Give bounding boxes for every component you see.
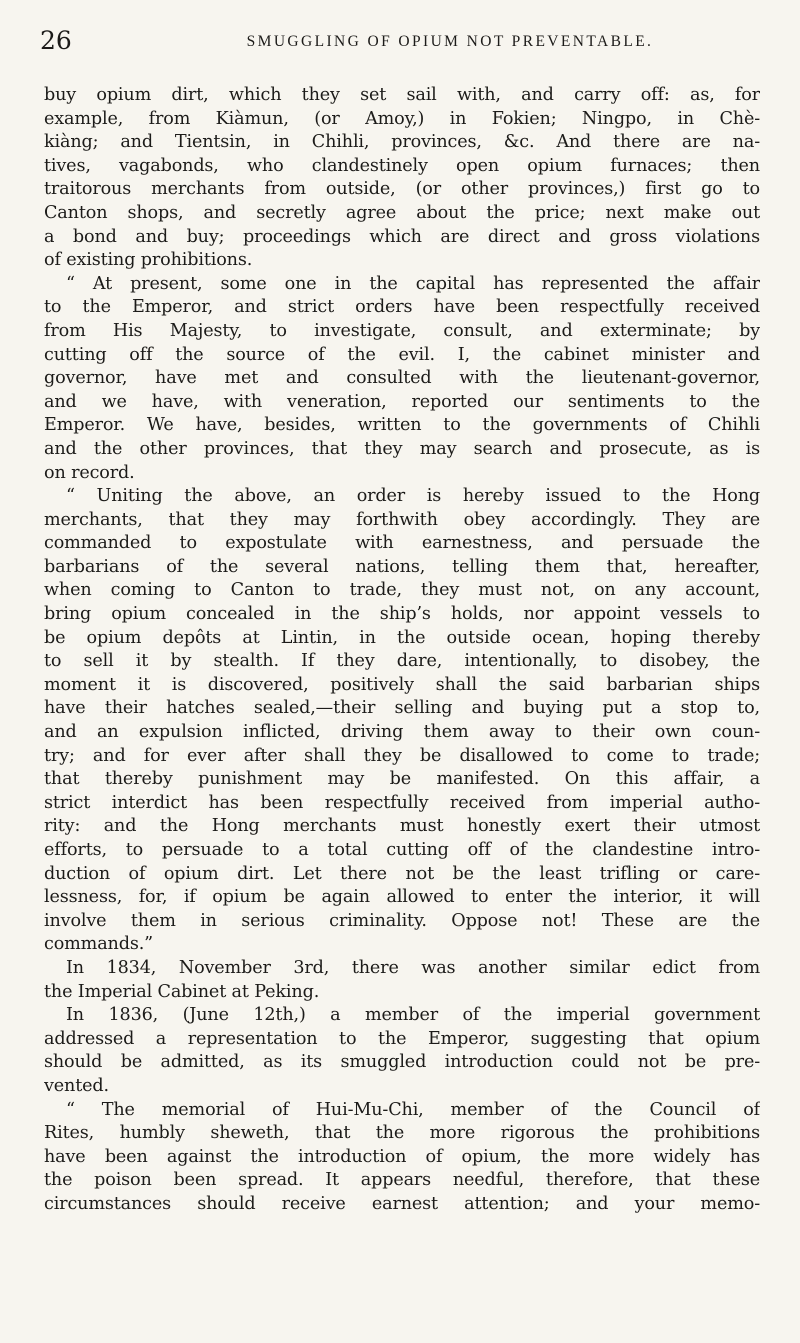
text-line: kiàng; and Tientsin, in Chihli, provinces, &c. And there are na- (44, 132, 760, 153)
text-line: have their hatches sealed,—their selling and buying put a stop to, (44, 698, 760, 719)
text-line: and we have, with veneration, reported our sentiments to the (44, 391, 760, 412)
text-line: commands.” (44, 934, 154, 955)
text-line: “ Uniting the above, an order is hereby issued to the Hong (66, 486, 760, 507)
text-line: In 1836, (June 12th,) a member of the imperial government (66, 1005, 760, 1026)
text-line: “ At present, some one in the capital has represented the affair (66, 273, 760, 294)
text-line: bring opium concealed in the ship’s holds, nor appoint vessels to (44, 604, 760, 625)
page-header (40, 26, 740, 56)
text-line: addressed a representation to the Emperor, suggesting that opium (44, 1028, 760, 1049)
text-line: example, from Kiàmun, (or Amoy,) in Fokien; Ningpo, in Chè- (44, 108, 760, 129)
text-line: try; and for ever after shall they be disallowed to come to trade; (44, 745, 760, 766)
text-line: to the Emperor, and strict orders have been respectfully received (44, 297, 760, 318)
text-line: be opium depôts at Lintin, in the outside ocean, hoping thereby (44, 627, 760, 648)
text-line: of existing prohibitions. (44, 250, 253, 271)
text-line: merchants, that they may forthwith obey accordingly. They are (44, 509, 760, 530)
text-line: duction of opium dirt. Let there not be the least trifling or care- (44, 863, 760, 884)
text-line: commanded to expostulate with earnestness, and persuade the (44, 533, 760, 554)
running-title: SMUGGLING OF OPIUM NOT PREVENTABLE. (246, 33, 654, 50)
text-line: a bond and buy; proceedings which are direct and gross violations (44, 226, 760, 247)
text-line: when coming to Canton to trade, they must not, on any account, (44, 580, 760, 601)
text-line: that thereby punishment may be manifested. On this affair, a (44, 769, 760, 790)
text-line: Rites, humbly sheweth, that the more rigorous the prohibitions (44, 1123, 760, 1144)
text-line: lessness, for, if opium be again allowed to enter the interior, it will (44, 887, 760, 908)
text-line: moment it is discovered, positively shall the said barbarian ships (44, 674, 760, 695)
text-line: rity: and the Hong merchants must honestly exert their utmost (44, 816, 760, 837)
page-number: 26 (40, 26, 72, 55)
text-line: Emperor. We have, besides, written to the governments of Chihli (44, 415, 760, 436)
text-line: In 1834, November 3rd, there was another similar edict from (66, 957, 760, 978)
text-line: and the other provinces, that they may search and prosecute, as is (44, 438, 760, 459)
text-line: tives, vagabonds, who clandestinely open opium furnaces; then (44, 155, 760, 176)
text-line: efforts, to persuade to a total cutting off of the clandestine intro- (44, 840, 760, 860)
text-line: on record. (44, 462, 135, 483)
text-line: buy opium dirt, which they set sail with, and carry off: as, for (44, 85, 760, 105)
text-line: and an expulsion inflicted, driving them away to their own coun- (44, 722, 760, 743)
text-line: to sell it by stealth. If they dare, intentionally, to disobey, the (44, 651, 760, 672)
text-line: Canton shops, and secretly agree about the price; next make out (44, 202, 760, 223)
text-line: the poison been spread. It appears needful, therefore, that these (44, 1170, 760, 1191)
body-text (44, 84, 760, 1217)
text-line: from His Majesty, to investigate, consult, and exterminate; by (44, 320, 760, 341)
text-line: vented. (44, 1075, 109, 1096)
text-line: “ The memorial of Hui-Mu-Chi, member of the Council of (66, 1099, 760, 1120)
text-line: have been against the introduction of opium, the more widely has (44, 1146, 760, 1167)
text-line: traitorous merchants from outside, (or other provinces,) first go to (44, 179, 760, 200)
text-line: circumstances should receive earnest attention; and your memo- (44, 1193, 760, 1214)
text-line: the Imperial Cabinet at Peking. (44, 981, 320, 1002)
text-line: strict interdict has been respectfully received from imperial autho- (44, 792, 760, 813)
text-line: cutting off the source of the evil. I, the cabinet minister and (44, 344, 760, 365)
text-line: should be admitted, as its smuggled introduction could not be pre- (44, 1052, 760, 1073)
text-line: governor, have met and consulted with the lieutenant-governor, (44, 368, 760, 389)
text-line: involve them in serious criminality. Oppose not! These are the (44, 910, 760, 931)
text-line: barbarians of the several nations, telling them that, hereafter, (44, 556, 760, 577)
